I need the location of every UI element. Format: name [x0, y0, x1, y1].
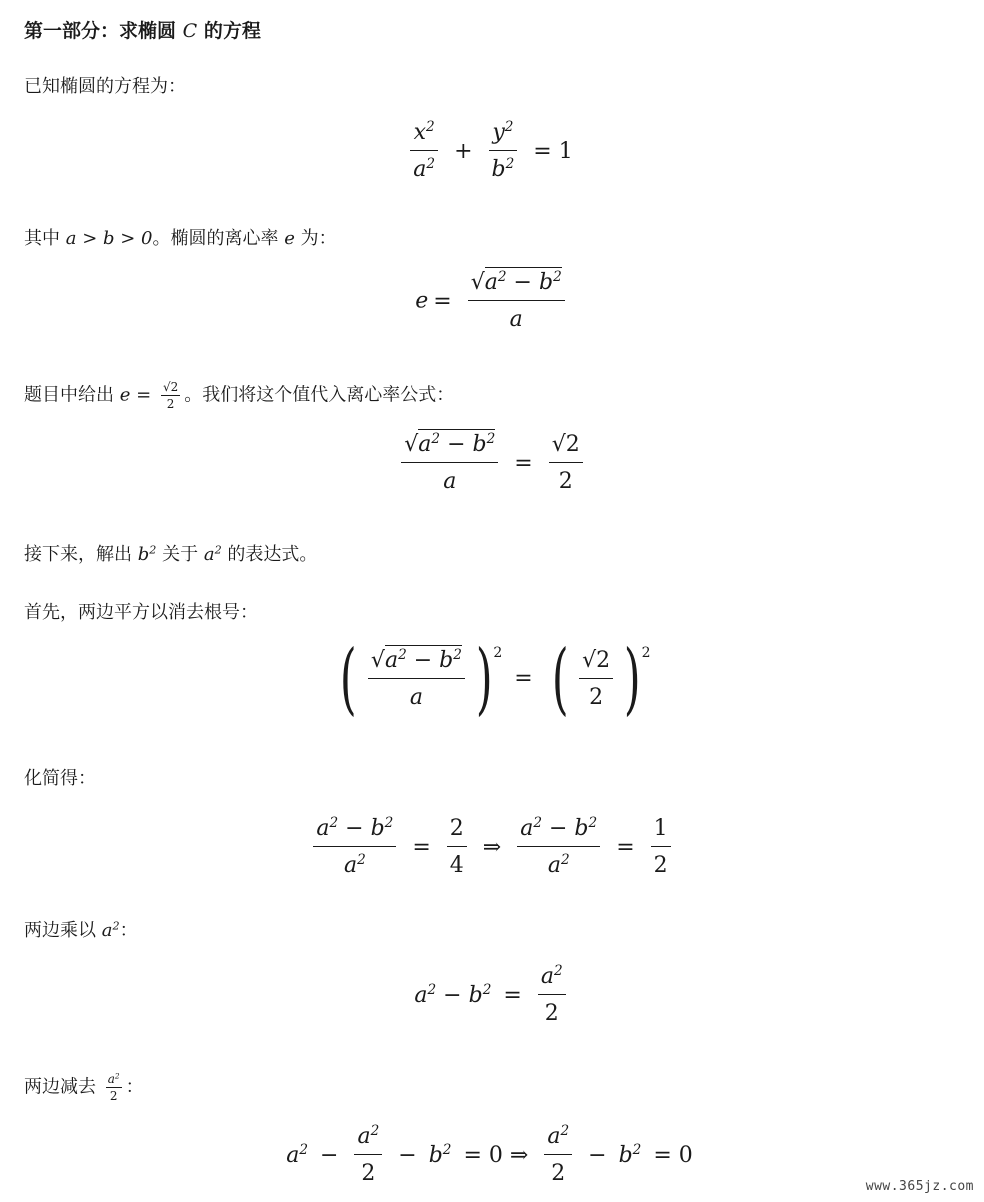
eccentricity-formula: e = $\frac{√a^2 - b^2}{a}$ — [0, 270, 984, 333]
watermark: www.365jz.com — [865, 1179, 974, 1194]
simplify-text: 化简得： — [24, 768, 96, 789]
subtract-text: 两边减去 $\frac{a^2}{2}$ ： — [24, 1071, 144, 1103]
multiplied-equation: $a^2 - b^2$ = $\frac{a^2}{2}$ — [0, 964, 984, 1027]
section-heading: 第一部分：求椭圆 C 的方程 — [24, 20, 261, 42]
multiply-text: 两边乘以 $a^2$： — [24, 919, 138, 941]
solve-text: 接下来，解出 $b^2$ 关于 $a^2$ 的表达式。 — [24, 543, 318, 565]
intro-text: 已知椭圆的方程为： — [24, 76, 186, 97]
given-eccentricity-text: 题目中给出 e = $\frac{√2}{2}$ 。我们将这个值代入离心率公式： — [24, 380, 455, 411]
square-both-sides-text: 首先，两边平方以消去根号： — [24, 602, 258, 623]
final-equation: $a^2$ − $\frac{a^2}{2}$ − $b^2 = 0$ ⇒ $\frac{a^2}{2}$ − $b^2 = 0$ — [286, 1122, 693, 1186]
heading-var: C — [182, 20, 198, 42]
squared-equation: ( $\frac{√a^2 - b^2}{a}$ )2 = ( $\frac{√2}{2}$ )2 — [340, 634, 651, 724]
simplified-equation: $\frac{a^2 - b^2}{a^2}$ = $\frac{2}{4}$ ⇒ $\frac{a^2 - b^2}{a^2}$ = $\frac{1}{2}$ — [0, 816, 984, 879]
ellipse-equation: $\frac{x^2}{a^2}$ + $\frac{y^2}{b^2}$ = 1 — [0, 120, 984, 183]
condition-text: 其中 a > b > 0。椭圆的离心率 e 为： — [24, 228, 337, 249]
substituted-equation: $\frac{√a^2 - b^2}{a}$ = $\frac{√2}{2}$ — [0, 432, 984, 495]
